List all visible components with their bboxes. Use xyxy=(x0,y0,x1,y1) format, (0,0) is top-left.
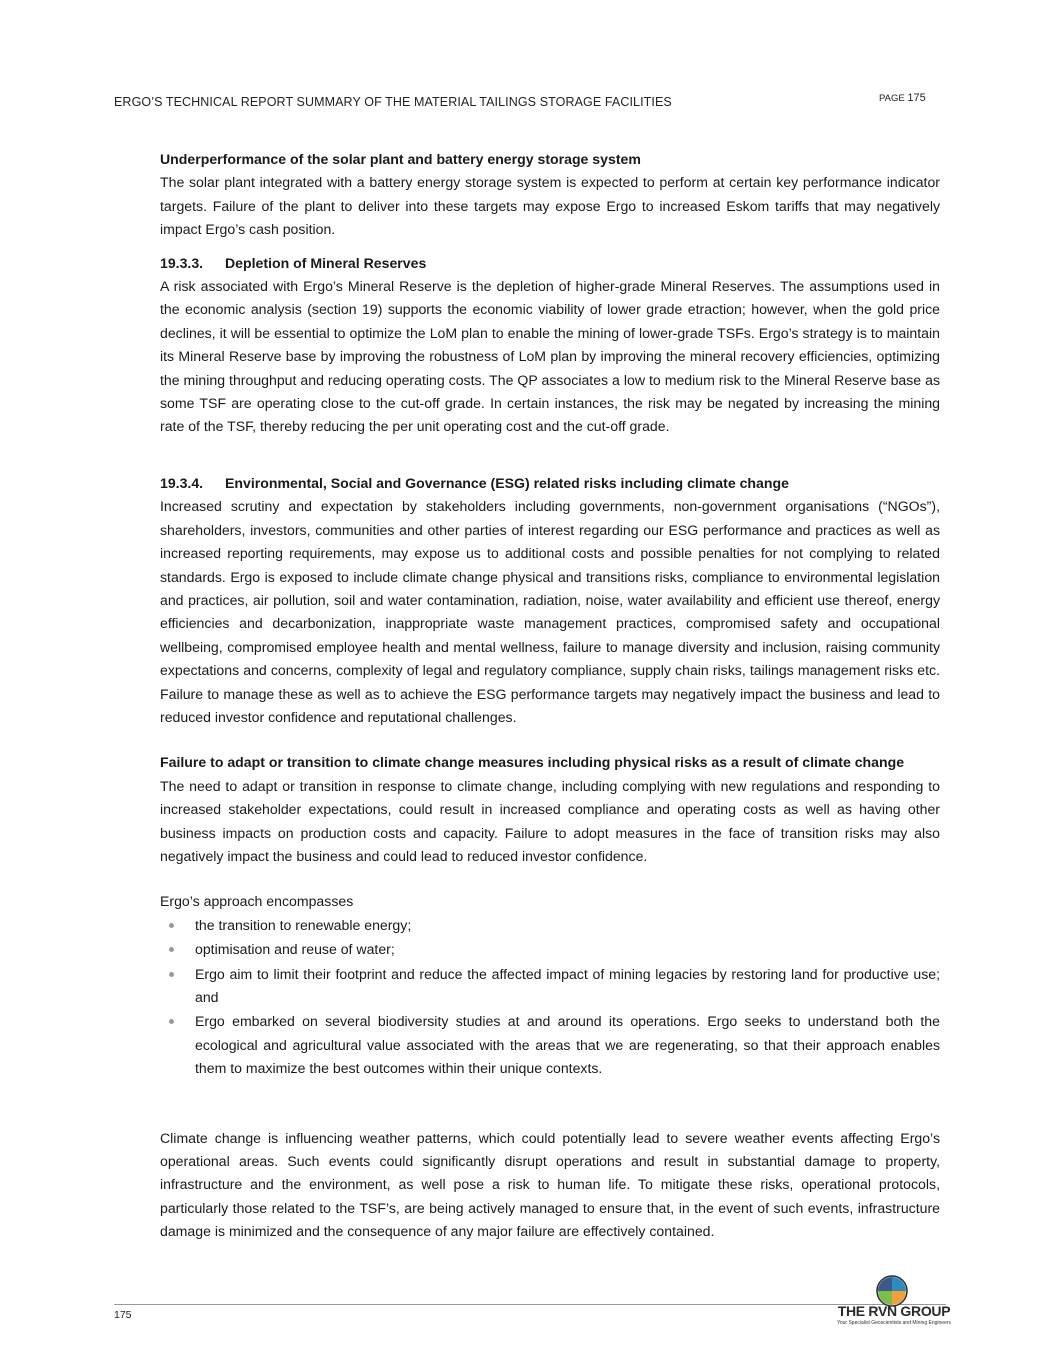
section-solar xyxy=(160,148,940,242)
logo-wordmark: THE RVN GROUP xyxy=(837,1303,951,1319)
list-item: Ergo embarked on several biodiversity studies at and around its operations. Ergo seeks to understand both the ecological and agricultural value associated with the areas that we are regenerating, so that their approach enables them to maximize the best outcomes within their unique contexts. xyxy=(160,1010,940,1080)
paragraph: The solar plant integrated with a battery energy storage system is expected to perform at certain key performance indicator targets. Failure of the plant to deliver into these targets may expose Ergo to increased Eskom tariffs that may negatively impact Ergo’s cash position. xyxy=(160,174,940,238)
section-weather xyxy=(160,1127,940,1244)
page-prefix: PAGE xyxy=(879,93,905,104)
section-heading xyxy=(160,252,940,275)
section-heading: Underperformance of the solar plant and battery energy storage system xyxy=(160,151,641,167)
page-number: 175 xyxy=(907,92,926,104)
paragraph: Ergo’s approach encompasses xyxy=(160,893,354,910)
section-title: Depletion of Mineral Reserves xyxy=(225,254,427,271)
section-approach xyxy=(160,890,940,1080)
running-header: ERGO’S TECHNICAL REPORT SUMMARY OF THE MATERIAL TAILINGS STORAGE FACILITIES xyxy=(114,95,672,109)
section-heading: Failure to adapt or transition to climate change measures including physical risks as a result of climate change xyxy=(160,754,905,771)
bullet-icon xyxy=(169,1019,174,1024)
bullet-icon xyxy=(169,972,174,977)
paragraph: A risk associated with Ergo’s Mineral Reserve is the depletion of higher-grade Mineral Reserves. The assumptions used in the economic analysis (section 19) supports the economic viability of lower grade etraction; however, when the gold price declines, it will be essential to optimize the LoM plan to enable the mining of lower-grade TSFs. Ergo’s strategy is to maintain its Mineral Reserve base by improving the robustness of LoM plan by improving the mineral recovery efficiencies, optimizing the mining throughput and reducing operating costs. The QP associates a low to medium risk to the Mineral Reserve base as some TSF are operating close to the cut-off grade. In certain instances, the risk may be negated by increasing the mining rate of the TSF, thereby reducing the per unit operating cost and the cut-off grade. xyxy=(160,278,940,435)
paragraph: The need to adapt or transition in response to climate change, including complying with new regulations and responding to increased stakeholder expectations, could result in increased compliance and operating costs as well as having other business impacts on production costs and capacity. Failure to adopt measures in the face of transition risks may also negatively impact the business and could lead to reduced investor confidence. xyxy=(160,777,940,864)
list-item: the transition to renewable energy; xyxy=(160,914,940,937)
paragraph: Increased scrutiny and expectation by stakeholders including governments, non-government organisations (“NGOs”), shareholders, investors, communities and other parties of interest regarding our ESG performance and practices as well as increased reporting requirements, may expose us to additional costs and possible penalties for not complying to related standards. Ergo is exposed to include climate change physical and transitions risks, compliance to environmental legislation and practices, air pollution, soil and water contamination, radiation, noise, water availability and efficient use thereof, energy efficiencies and decarbonization, inappropriate waste management practices, compromised safety and occupational wellbeing, compromised employee health and mental wellness, failure to manage diversity and inclusion, raising community expectations and concerns, complexity of legal and regulatory compliance, supply chain risks, tailings management risks etc. Failure to manage these as well as to achieve the ESG performance targets may negatively impact the business and lead to reduced investor confidence and reputational challenges. xyxy=(160,498,940,725)
section-number: 19.3.3. xyxy=(160,254,204,271)
page-label xyxy=(879,92,926,104)
document-body xyxy=(160,148,940,1244)
logo-segment xyxy=(892,1277,906,1291)
footer-divider xyxy=(114,1304,946,1305)
list-item: optimisation and reuse of water; xyxy=(160,938,940,961)
section-climate xyxy=(160,751,940,868)
bullet-icon xyxy=(169,923,174,928)
section-esg xyxy=(160,472,940,729)
paragraph: Climate change is influencing weather patterns, which could potentially lead to severe weather events affecting Ergo’s operational areas. Such events could significantly disrupt operations and result in substantial damage to property, infrastructure and the environment, as well pose a risk to human life. To mitigate these risks, operational protocols, particularly those related to the TSF’s, are being actively managed to ensure that, in the event of such events, infrastructure damage is minimized and the consequence of any major failure are effectively contained. xyxy=(160,1129,940,1240)
section-title: Environmental, Social and Governance (ESG) related risks including climate change xyxy=(225,474,789,491)
bullet-icon xyxy=(169,947,174,952)
section-number: 19.3.4. xyxy=(160,474,204,491)
footer-page-number: 175 xyxy=(114,1309,132,1321)
logo-segment xyxy=(878,1277,892,1291)
list-item: Ergo aim to limit their footprint and reduce the affected impact of mining legacies by restoring land for productive use; and xyxy=(160,963,940,1010)
section-heading xyxy=(160,472,940,495)
logo-tagline: Your Specialist Geoscientists and Mining Engineers xyxy=(836,1320,952,1326)
section-depletion xyxy=(160,252,940,439)
bullet-list xyxy=(160,914,940,1081)
